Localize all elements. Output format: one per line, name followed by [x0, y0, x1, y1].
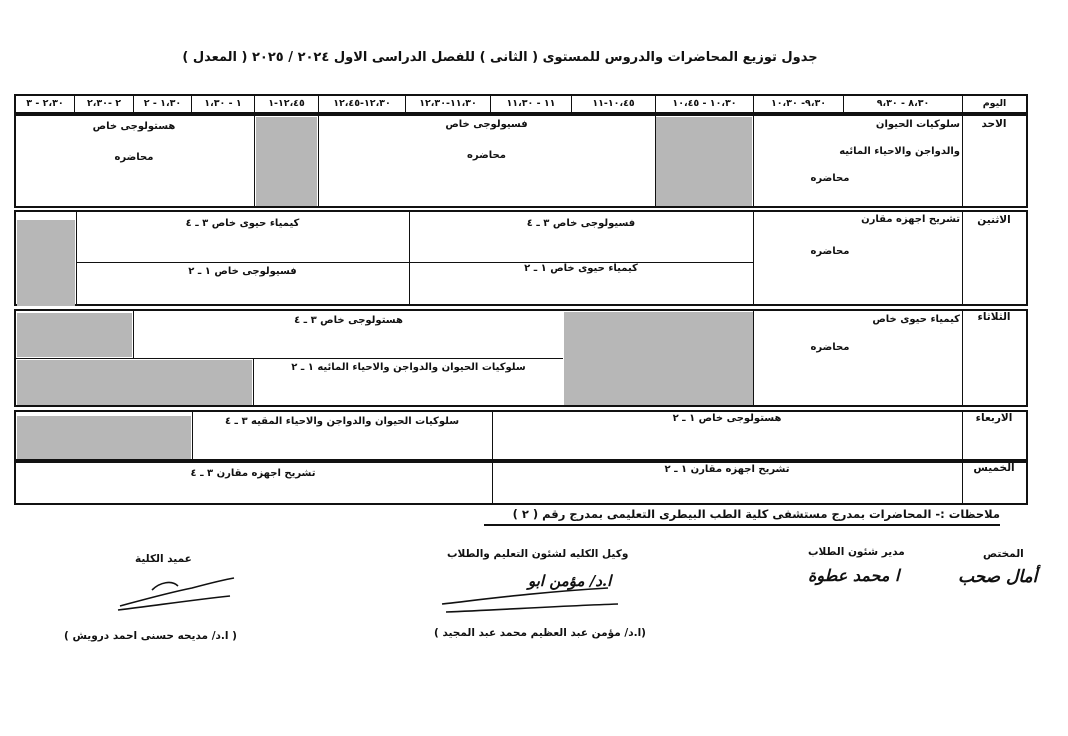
header-time-11: ٢ -٢،٣٠ — [74, 96, 133, 112]
specialist-label: المختص — [983, 548, 1024, 560]
gap-block — [655, 117, 752, 206]
header-time-7: ١٢،٣٠-١٢،٤٥ — [318, 96, 405, 112]
sunday-slot3-line1: هستولوجى خاص — [92, 121, 176, 132]
monday-slot2-bottom: كيمياء حيوى خاص ١ ـ ٢ — [524, 263, 638, 274]
tuesday-slot2-bottom: سلوكيات الحيوان والدواجن والاحياء المائيه ١ ـ ٢ — [291, 362, 526, 373]
monday-slot2-top: فسيولوجى خاص ٣ ـ ٤ — [526, 218, 636, 229]
vice-dean-label: وكيل الكليه لشئون التعليم والطلاب — [447, 548, 629, 560]
specialist-signature: أمال صحب — [958, 567, 1038, 587]
sunday-slot1-line2: والدواجن والاحياء المائيه — [839, 146, 960, 157]
sunday-slot1-line3: محاضره — [810, 173, 850, 184]
sunday-slot1-line1: سلوكيات الحيوان — [875, 119, 960, 130]
header-time-2: ٩،٣٠- ١٠،٣٠ — [753, 96, 843, 112]
gap-block — [17, 313, 132, 357]
vice-dean-signature: ا.د/ مؤمن ابو — [528, 572, 612, 590]
monday-slot3-bottom: فسيولوجى خاص ١ ـ ٢ — [188, 266, 297, 277]
dean-label: عميد الكلية — [135, 553, 192, 565]
student-affairs-signature: ا محمد عطوة — [808, 566, 900, 585]
dean-name: ( ا.د/ مديحه حسنى احمد درويش ) — [64, 630, 237, 642]
day-sunday: الاحد — [981, 118, 1007, 130]
sunday-slot3-line2: محاضره — [114, 152, 154, 163]
gap-block — [256, 117, 317, 206]
wednesday-slot2: سلوكيات الحيوان والدواجن والاحياء المقيه ٣ ـ ٤ — [224, 416, 460, 427]
gap-block — [17, 360, 252, 405]
header-day-label: اليوم — [962, 96, 1026, 112]
page-title: جدول توزيع المحاضرات والدروس للمستوى ( الثانى ) للفصل الدراسى الاول ٢٠٢٤ / ٢٠٢٥ ( المعدل ) — [182, 50, 818, 65]
header-time-12: ٢،٣٠ - ٣ — [26, 98, 64, 109]
day-monday: الاثنين — [977, 214, 1011, 226]
thursday-slot2: تشريح اجهزه مقارن ٣ ـ ٤ — [190, 468, 316, 479]
tuesday-slot1-line2: محاضره — [810, 342, 850, 353]
gap-block — [564, 312, 753, 405]
header-time-1: ٨،٣٠ - ٩،٣٠ — [843, 96, 962, 112]
header-time-3: ١٠،٣٠ - ١٠،٤٥ — [655, 96, 753, 112]
header-time-6: ١١،٣٠-١٢،٣٠ — [405, 96, 490, 112]
sunday-slot2-line2: محاضره — [467, 150, 506, 161]
notes: ملاحظات :- المحاضرات بمدرج مستشفى كلية الطب البيطرى التعليمى بمدرج رقم ( ٢ ) — [512, 507, 1000, 521]
monday-slot1-line1: تشريح اجهزه مقارن — [861, 214, 960, 225]
gap-block — [17, 416, 191, 459]
day-thursday: الخميس — [973, 462, 1015, 474]
vice-dean-name: (ا.د/ مؤمن عبد العظيم محمد عبد المجيد ) — [434, 627, 646, 639]
vice-dean-signature-stroke — [438, 582, 628, 618]
header-time-10: ١،٣٠ - ٢ — [133, 96, 191, 112]
tuesday-slot2-top: هستولوجى خاص ٣ ـ ٤ — [294, 315, 403, 326]
monday-slot1-line2: محاضره — [810, 246, 850, 257]
wednesday-slot1: هستولوجى خاص ١ ـ ٢ — [672, 413, 782, 424]
day-tuesday: الثلاثاء — [977, 311, 1011, 323]
tuesday-slot1-line1: كيمياء حيوى خاص — [872, 314, 960, 325]
header-time-8: ١٢،٤٥-١ — [254, 96, 318, 112]
header-time-4: ١٠،٤٥-١١ — [571, 96, 655, 112]
sunday-slot2-line1: فسيولوجى خاص — [445, 119, 528, 130]
day-wednesday: الاربعاء — [975, 412, 1013, 424]
header-time-9: ١ - ١،٣٠ — [191, 96, 254, 112]
header-time-5: ١١ - ١١،٣٠ — [490, 96, 571, 112]
student-affairs-label: مدير شئون الطلاب — [808, 546, 905, 558]
gap-block — [17, 220, 75, 306]
dean-signature-stroke — [112, 570, 242, 614]
monday-slot3-top: كيمياء حيوى خاص ٣ ـ ٤ — [185, 218, 300, 229]
thursday-slot1: تشريح اجهزه مقارن ١ ـ ٢ — [664, 464, 790, 475]
